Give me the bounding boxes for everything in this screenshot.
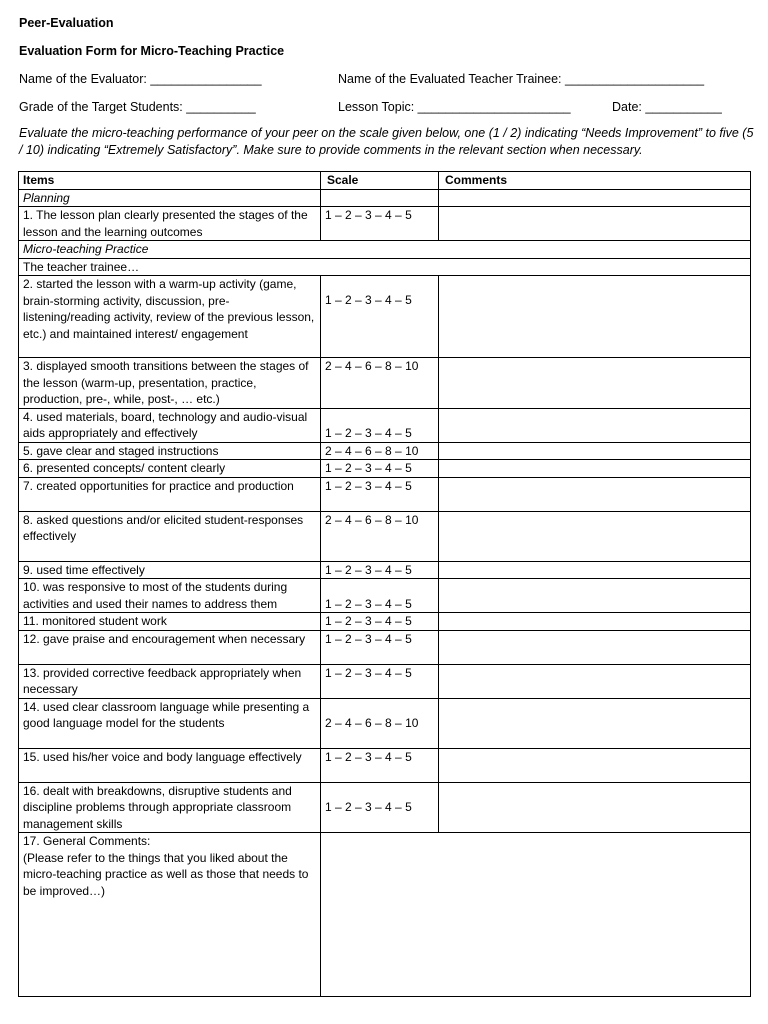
grade-field[interactable]: Grade of the Target Students: __________	[19, 100, 256, 114]
trainee-name-field[interactable]: Name of the Evaluated Teacher Trainee: ____________________	[338, 72, 705, 86]
item-text: 14. used clear classroom language while presenting a good language model for the students	[19, 698, 321, 748]
item-scale[interactable]: 2 – 4 – 6 – 8 – 10	[321, 442, 439, 460]
item-comment-cell[interactable]	[439, 511, 751, 561]
table-row	[19, 358, 751, 409]
general-comments-note: (Please refer to the things that you liked about the micro-teaching practice as well as those that needs to be improved…)	[23, 850, 309, 898]
item-text: 1. The lesson plan clearly presented the stages of the lesson and the learning outcomes	[19, 207, 321, 241]
item-text: 12. gave praise and encouragement when necessary	[19, 630, 321, 664]
table-row	[19, 477, 751, 511]
item-scale[interactable]: 1 – 2 – 3 – 4 – 5	[321, 207, 439, 241]
table-row	[19, 408, 751, 442]
table-row	[19, 613, 751, 631]
evaluator-name-field[interactable]: Name of the Evaluator: ________________	[19, 72, 262, 86]
item-text: 6. presented concepts/ content clearly	[19, 460, 321, 478]
item-scale[interactable]: 1 – 2 – 3 – 4 – 5	[321, 477, 439, 511]
general-comments-prompt	[19, 833, 321, 997]
item-text: 10. was responsive to most of the students during activities and used their names to address them	[19, 579, 321, 613]
section-comment-empty	[439, 189, 751, 207]
item-comment-cell[interactable]	[439, 460, 751, 478]
item-scale[interactable]: 1 – 2 – 3 – 4 – 5	[321, 408, 439, 442]
trainee-intro-row	[19, 258, 751, 276]
item-comment-cell[interactable]	[439, 477, 751, 511]
item-scale[interactable]: 1 – 2 – 3 – 4 – 5	[321, 460, 439, 478]
item-text: 15. used his/her voice and body language effectively	[19, 748, 321, 782]
item-comment-cell[interactable]	[439, 782, 751, 833]
item-comment-cell[interactable]	[439, 748, 751, 782]
item-comment-cell[interactable]	[439, 207, 751, 241]
item-scale[interactable]: 2 – 4 – 6 – 8 – 10	[321, 358, 439, 409]
item-text: 4. used materials, board, technology and audio-visual aids appropriately and effectively	[19, 408, 321, 442]
column-header-scale: Scale	[321, 172, 439, 190]
section-label-planning: Planning	[19, 189, 321, 207]
item-comment-cell[interactable]	[439, 698, 751, 748]
item-comment-cell[interactable]	[439, 579, 751, 613]
item-scale[interactable]: 2 – 4 – 6 – 8 – 10	[321, 698, 439, 748]
item-scale[interactable]: 1 – 2 – 3 – 4 – 5	[321, 276, 439, 358]
item-text: 16. dealt with breakdowns, disruptive students and discipline problems through appropriate classroom management skills	[19, 782, 321, 833]
item-comment-cell[interactable]	[439, 664, 751, 698]
item-comment-cell[interactable]	[439, 358, 751, 409]
section-row-practice	[19, 241, 751, 259]
general-comments-label: 17. General Comments:	[23, 834, 151, 848]
lesson-topic-field[interactable]: Lesson Topic: ______________________	[338, 100, 571, 114]
item-scale[interactable]: 2 – 4 – 6 – 8 – 10	[321, 511, 439, 561]
table-row	[19, 664, 751, 698]
table-row	[19, 442, 751, 460]
item-comment-cell[interactable]	[439, 408, 751, 442]
section-scale-empty	[321, 189, 439, 207]
table-row	[19, 782, 751, 833]
table-row	[19, 579, 751, 613]
table-row	[19, 460, 751, 478]
item-text: 9. used time effectively	[19, 561, 321, 579]
item-text: 7. created opportunities for practice and production	[19, 477, 321, 511]
item-comment-cell[interactable]	[439, 613, 751, 631]
instructions-text: Evaluate the micro-teaching performance of your peer on the scale given below, one (1 / 2) indicating “Needs Improvement” to five (5 / 10) indicating “Extremely Satisfactory”. Make sure to provide comments in the relevant section when necessary.	[19, 126, 754, 157]
item-text: 3. displayed smooth transitions between the stages of the lesson (warm-up, presentation, practice, production, pre-, while, post-, … etc.)	[19, 358, 321, 409]
item-scale[interactable]: 1 – 2 – 3 – 4 – 5	[321, 748, 439, 782]
table-row	[19, 207, 751, 241]
section-row-planning	[19, 189, 751, 207]
table-row	[19, 630, 751, 664]
item-text: 8. asked questions and/or elicited student-responses effectively	[19, 511, 321, 561]
item-scale[interactable]: 1 – 2 – 3 – 4 – 5	[321, 630, 439, 664]
table-row	[19, 748, 751, 782]
item-text: 5. gave clear and staged instructions	[19, 442, 321, 460]
table-header-row	[19, 172, 751, 190]
item-comment-cell[interactable]	[439, 442, 751, 460]
column-header-items: Items	[19, 172, 321, 190]
table-row	[19, 561, 751, 579]
item-text: 13. provided corrective feedback appropriately when necessary	[19, 664, 321, 698]
item-comment-cell[interactable]	[439, 630, 751, 664]
evaluation-table	[18, 171, 751, 997]
item-scale[interactable]: 1 – 2 – 3 – 4 – 5	[321, 782, 439, 833]
table-row	[19, 698, 751, 748]
general-comments-box[interactable]	[321, 833, 751, 997]
column-header-comments: Comments	[439, 172, 751, 190]
item-text: 2. started the lesson with a warm-up activity (game, brain-storming activity, discussion, pre-listening/reading activity, review of the previous lesson, etc.) and maintained interest/ engagement	[19, 276, 321, 358]
section-label-practice: Micro-teaching Practice	[19, 241, 751, 259]
table-row	[19, 276, 751, 358]
page-title: Peer-Evaluation	[19, 16, 114, 30]
date-field[interactable]: Date: ___________	[612, 100, 722, 114]
trainee-intro-text: The teacher trainee…	[19, 258, 751, 276]
item-comment-cell[interactable]	[439, 276, 751, 358]
item-scale[interactable]: 1 – 2 – 3 – 4 – 5	[321, 561, 439, 579]
item-comment-cell[interactable]	[439, 561, 751, 579]
item-scale[interactable]: 1 – 2 – 3 – 4 – 5	[321, 579, 439, 613]
item-text: 11. monitored student work	[19, 613, 321, 631]
item-scale[interactable]: 1 – 2 – 3 – 4 – 5	[321, 664, 439, 698]
general-comments-row	[19, 833, 751, 997]
item-scale[interactable]: 1 – 2 – 3 – 4 – 5	[321, 613, 439, 631]
form-subtitle: Evaluation Form for Micro-Teaching Practice	[19, 44, 285, 58]
table-row	[19, 511, 751, 561]
